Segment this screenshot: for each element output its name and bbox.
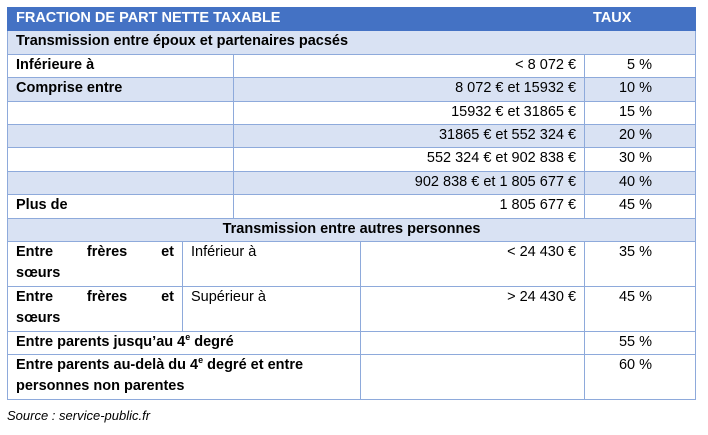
row-bracket: 902 838 € et 1 805 677 €: [234, 171, 585, 194]
table-row: [8, 195, 696, 218]
row-label-line: sœurs: [16, 264, 61, 281]
degree-superscript: e: [185, 332, 191, 343]
row-bracket-empty: [361, 355, 585, 400]
row-rate: 30 %: [585, 148, 696, 171]
row-label-line: Entre frères et: [16, 288, 174, 305]
row-label-text: degré et entre: [203, 357, 304, 374]
row-rate: 10 %: [585, 78, 696, 101]
row-label-line: sœurs: [16, 309, 61, 326]
row-label: Plus de: [8, 195, 234, 218]
row-bracket: 552 324 € et 902 838 €: [234, 148, 585, 171]
row-label-line: personnes non parentes: [16, 378, 185, 395]
table-row: [8, 171, 696, 194]
spouse-section-row: [8, 31, 696, 54]
row-rate: 35 %: [585, 241, 696, 286]
others-section-title: Transmission entre autres personnes: [8, 218, 696, 241]
row-label: [8, 286, 183, 331]
row-bracket: 15932 € et 31865 €: [234, 101, 585, 124]
table-row: [8, 124, 696, 147]
row-bracket: 1 805 677 €: [234, 195, 585, 218]
row-label: [8, 241, 183, 286]
row-label: [8, 124, 234, 147]
table-row: [8, 54, 696, 77]
row-label-text: Entre parents jusqu’au 4: [16, 333, 186, 350]
row-bracket: 8 072 € et 15932 €: [234, 78, 585, 101]
others-section-row: [8, 218, 696, 241]
row-bracket-empty: [361, 331, 585, 354]
row-label: [8, 355, 361, 400]
source-caption: Source : service-public.fr: [7, 408, 151, 423]
table-row: [8, 148, 696, 171]
table-row: [8, 101, 696, 124]
table-row: [8, 286, 696, 331]
row-condition: Inférieur à: [183, 241, 361, 286]
row-label-line: Entre frères et: [16, 243, 174, 260]
degree-superscript: e: [198, 355, 204, 366]
row-bracket: 31865 € et 552 324 €: [234, 124, 585, 147]
row-rate: 40 %: [585, 171, 696, 194]
row-rate: 5 %: [585, 54, 696, 77]
table-row: [8, 355, 696, 400]
row-rate: 60 %: [585, 355, 696, 400]
row-label-text: Entre parents au-delà du 4: [16, 357, 199, 374]
row-label: [8, 331, 361, 354]
row-bracket: < 24 430 €: [361, 241, 585, 286]
inheritance-tax-table-wrapper: [7, 7, 695, 400]
table-header-row: [8, 8, 696, 31]
inheritance-tax-table: [7, 7, 696, 400]
row-label: [8, 171, 234, 194]
row-rate: 45 %: [585, 286, 696, 331]
row-rate: 45 %: [585, 195, 696, 218]
table-row: [8, 78, 696, 101]
row-condition: Supérieur à: [183, 286, 361, 331]
row-rate: 15 %: [585, 101, 696, 124]
row-bracket: > 24 430 €: [361, 286, 585, 331]
spouse-section-title: Transmission entre époux et partenaires pacsés: [8, 31, 696, 54]
header-fraction-label: FRACTION DE PART NETTE TAXABLE: [8, 8, 585, 31]
row-label: [8, 101, 234, 124]
row-label-line: [16, 355, 352, 376]
header-rate-label: TAUX: [585, 8, 696, 31]
row-label: [8, 148, 234, 171]
row-label-text: degré: [190, 333, 234, 350]
table-row: [8, 331, 696, 354]
row-rate: 20 %: [585, 124, 696, 147]
row-rate: 55 %: [585, 331, 696, 354]
row-bracket: < 8 072 €: [234, 54, 585, 77]
row-label: Comprise entre: [8, 78, 234, 101]
row-label: Inférieure à: [8, 54, 234, 77]
table-row: [8, 241, 696, 286]
